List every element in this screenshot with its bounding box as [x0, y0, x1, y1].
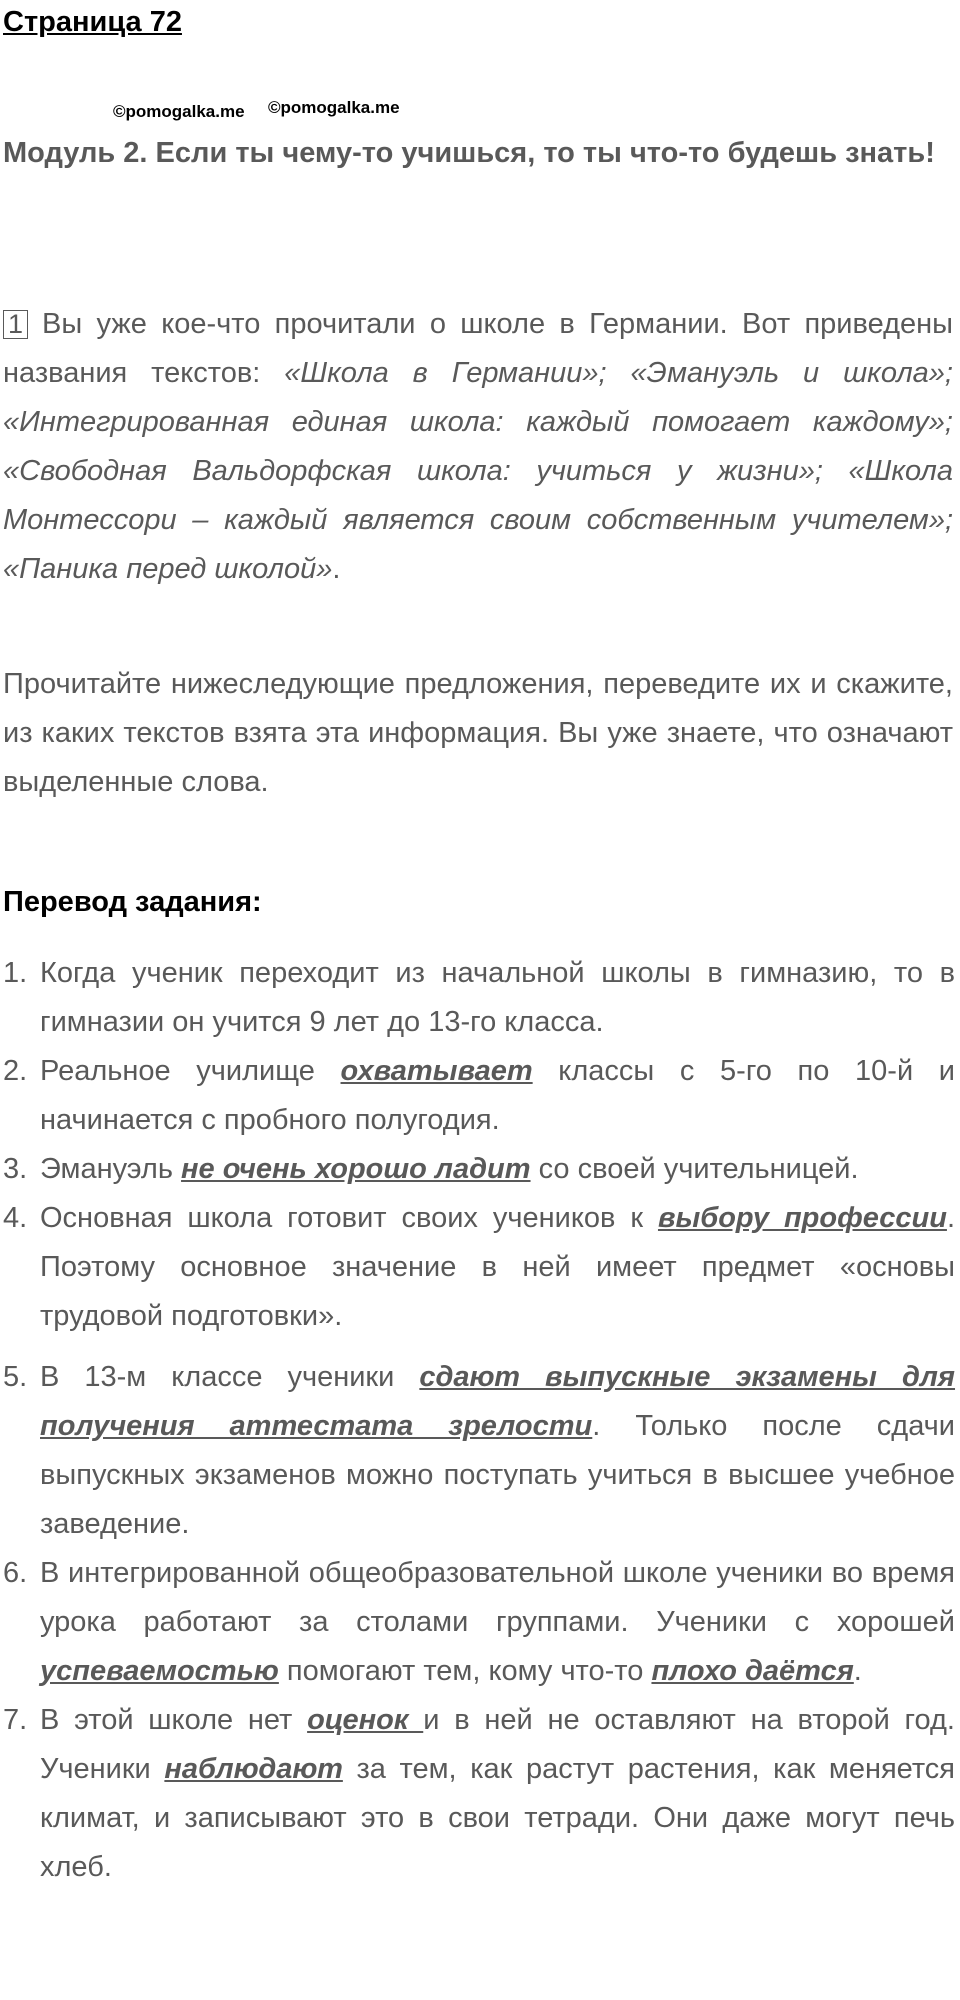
item-text-part: . Только после сдачи выпускных экзаменов можно поступать учиться в высшее учебное заведение. [40, 1410, 955, 1540]
item-text-part: помогают тем, кому что-то [278, 1655, 652, 1687]
list-item [0, 949, 955, 1047]
task-paragraph [3, 300, 953, 594]
item-text-part: со своей учительницей. [530, 1153, 859, 1185]
item-text-part: . Поэтому основное значение в ней имеет предмет «основы трудовой подготовки». [40, 1202, 955, 1332]
item-text-part: В 13-м классе ученики [40, 1361, 420, 1393]
highlighted-word: сдают выпускные экзамены для получения аттестата зрелости [40, 1361, 956, 1442]
highlighted-word: выбору профессии [657, 1202, 947, 1234]
highlighted-word: наблюдают [164, 1753, 343, 1785]
highlighted-word: плохо даётся [651, 1655, 854, 1687]
item-text-part: за тем, как растут растения, как меняется климат, и записывают это в свои тетради. Они даже могут печь хлеб. [40, 1753, 955, 1883]
list-item [0, 1047, 955, 1145]
item-number: 1. [3, 957, 28, 989]
item-text [40, 1353, 955, 1549]
item-number: 2. [3, 1055, 28, 1087]
item-text [40, 1696, 955, 1892]
item-number: 3. [3, 1153, 28, 1185]
highlighted-word: охватывает [340, 1055, 533, 1087]
watermark: ©pomogalka.me [268, 98, 400, 117]
page-title: Страница 72 [3, 6, 182, 38]
watermark: ©pomogalka.me [113, 102, 245, 121]
list-item [0, 1145, 955, 1194]
item-text [40, 1047, 955, 1145]
task-number-box: 1 [3, 310, 28, 339]
task-intro: Вы уже кое-что прочитали о школе в Германии. Вот приведены названия текстов: [3, 308, 953, 389]
item-text-part: . [853, 1655, 862, 1687]
text-titles: «Школа в Германии»; «Эмануэль и школа»; «Интегрированная единая школа: каждый помогает каждому»; «Свободная Вальдорфская школа: учиться у жизни»; «Школа Монтессори – каждый является своим собственным учителем»; «Паника перед школой» [3, 357, 953, 585]
item-text-part: Эмануэль [40, 1153, 182, 1185]
translation-list [0, 949, 960, 1892]
item-number: 7. [3, 1704, 28, 1736]
highlighted-word: не очень хорошо ладит [181, 1153, 531, 1185]
item-text-part: Основная школа готовит своих учеников к [40, 1202, 658, 1234]
item-number: 6. [3, 1557, 28, 1589]
list-item [0, 1696, 955, 1892]
module-title: Модуль 2. Если ты чему-то учишься, то ты что-то будешь знать! [3, 137, 935, 169]
item-text-part: Когда ученик переходит из начальной школы в гимназию, то в гимназии он учится 9 лет до 13-го класса. [40, 957, 955, 1038]
item-text [40, 1145, 955, 1194]
item-text-part: и в ней не оставляют на второй год. Ученики [40, 1704, 955, 1785]
list-item [0, 1353, 955, 1549]
task-instruction: Прочитайте нижеследующие предложения, переведите их и скажите, из каких текстов взята эта информация. Вы уже знаете, что означают выделенные слова. [3, 668, 953, 798]
list-item [0, 1549, 955, 1696]
item-text-part: В этой школе нет [40, 1704, 308, 1736]
item-text-part: В интегрированной общеобразовательной школе ученики во время урока работают за столами группами. Ученики с хорошей [40, 1557, 955, 1638]
highlighted-word: оценок [307, 1704, 424, 1736]
item-text [40, 1549, 955, 1696]
item-text [40, 949, 955, 1047]
item-number: 5. [3, 1361, 28, 1393]
translation-title: Перевод задания: [3, 886, 262, 918]
list-item [0, 1194, 955, 1341]
item-text-part: Реальное училище [40, 1055, 341, 1087]
task-period: . [332, 553, 341, 585]
item-text-part: классы с 5-го по 10-й и начинается с пробного полугодия. [40, 1055, 955, 1136]
item-number: 4. [3, 1202, 28, 1234]
item-text [40, 1194, 955, 1341]
highlighted-word: успеваемостью [40, 1655, 279, 1687]
